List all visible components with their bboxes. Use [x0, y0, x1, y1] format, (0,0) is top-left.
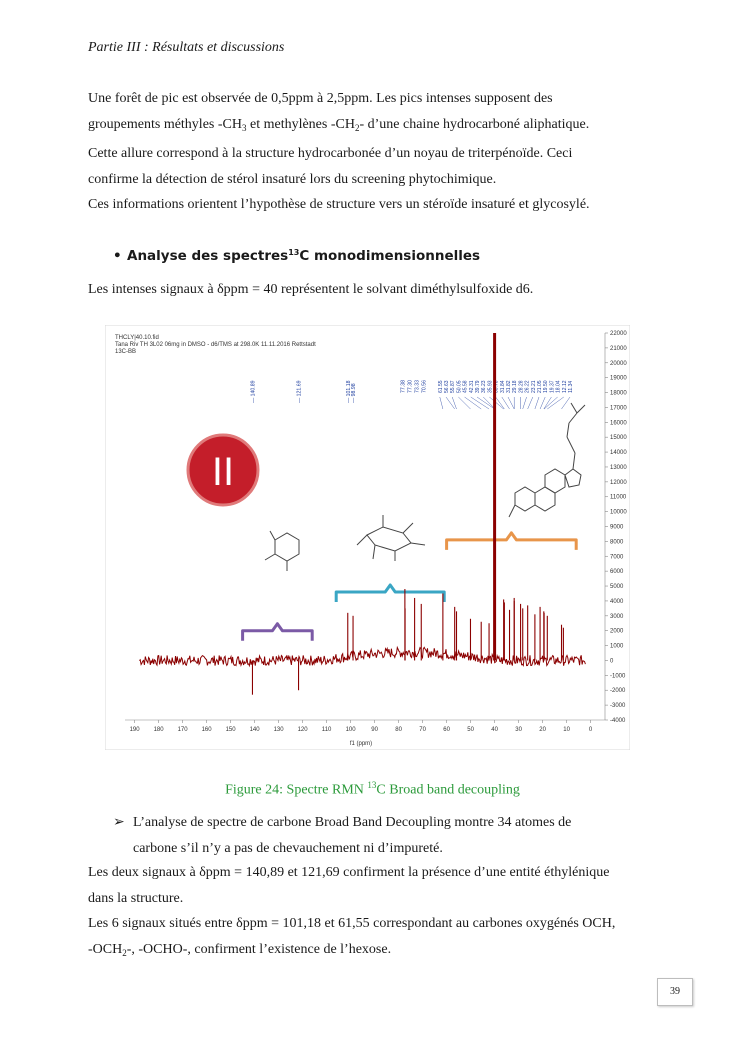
x-tick-label: 90 [371, 727, 378, 733]
paragraph-13c-interpretation [88, 860, 688, 966]
peak-label: 55.87 [450, 380, 457, 393]
y-tick-label: 17000 [610, 405, 627, 412]
y-tick-label: 18000 [610, 390, 627, 397]
x-tick-label: 10 [563, 727, 570, 733]
y-tick-label: 8000 [610, 539, 624, 546]
y-tick-label: 11000 [610, 494, 627, 501]
text-line: L’analyse de spectre de carbone Broad Band Decoupling montre 34 atomes de [133, 815, 572, 830]
x-tick-label: 150 [225, 727, 236, 733]
y-tick-label: 22000 [610, 331, 627, 337]
bullet-icon: • [113, 248, 122, 264]
y-tick-label: 6000 [610, 569, 624, 576]
peak-label: 35.93 [487, 380, 494, 393]
arrow-list-item [113, 810, 633, 861]
peak-label: — 140.89 [250, 380, 257, 403]
peak-label: — 98.98 [351, 383, 358, 403]
y-tick-label: 1000 [610, 643, 624, 650]
text-line: dans la structure. [88, 890, 184, 906]
x-tick-label: 180 [153, 727, 164, 733]
peak-label: 45.58 [462, 380, 469, 393]
peak-label: 77.30 [407, 380, 414, 393]
badge-label: II [211, 450, 235, 494]
y-tick-label: 9000 [610, 524, 624, 531]
peak-label: 11.34 [568, 380, 574, 393]
x-tick-label: 170 [177, 727, 188, 733]
peak-label: 50.05 [456, 380, 463, 393]
peak-label: 19.37 [549, 380, 556, 393]
peak-label: 77.38 [400, 380, 407, 393]
y-tick-label: -2000 [610, 688, 626, 695]
y-tick-label: 20000 [610, 360, 627, 367]
peak-label: 36.23 [481, 380, 488, 393]
y-tick-label: 5000 [610, 584, 624, 591]
peak-label: 31.84 [499, 380, 506, 393]
peak-label: 39.79 [475, 380, 481, 393]
peak-label: 26.22 [524, 380, 531, 393]
y-tick-label: 21000 [610, 345, 627, 352]
y-tick-label: 16000 [610, 420, 627, 427]
x-tick-label: 80 [395, 727, 402, 733]
peak-label: 28.28 [518, 380, 525, 393]
spectrum-header-2: Tana Riv TH 3L02 06mg in DMSO - d6/TMS at 298.0K 11.11.2016 Rettstadt [115, 342, 316, 348]
peak-label: — 121.69 [296, 380, 303, 403]
solvent-sentence: Les intenses signaux à δppm = 40 représentent le solvant diméthylsulfoxide d6. [88, 282, 534, 297]
nmr-spectrum-figure [105, 325, 630, 750]
x-tick-label: 70 [419, 727, 426, 733]
x-tick-label: 40 [491, 727, 498, 733]
x-tick-label: 160 [201, 727, 212, 733]
figure-caption: Figure 24: Spectre RMN $^{13}$C Broad band decoupling [225, 780, 520, 798]
peak-label: 56.63 [444, 380, 450, 393]
y-tick-label: -3000 [610, 703, 626, 710]
y-tick-label: 15000 [610, 435, 627, 442]
y-tick-label: 13000 [610, 464, 627, 471]
peak-label: 19.50 [543, 380, 550, 393]
peak-label: 18.04 [555, 380, 562, 393]
text-line: carbone s’il n’y a pas de chevauchement ni d’impureté. [133, 840, 443, 856]
text-line: Les deux signaux à δppm = 140,89 et 121,69 confirment la présence d’une entité éthylénique [88, 865, 610, 880]
x-tick-label: 120 [297, 727, 308, 733]
text-line: groupements méthyles $-CH_3$ et methylènes $-CH_2-$ d’une chaine hydrocarboné aliphatique. [88, 116, 590, 133]
y-tick-label: 12000 [610, 479, 627, 486]
x-tick-label: 130 [273, 727, 284, 733]
text-line: $-OCH_2-$, -OCHO-, confirment l’existence de l’hexose. [88, 941, 392, 958]
peak-label: 31.82 [506, 380, 512, 393]
running-header: Partie III : Résultats et discussions [88, 40, 285, 55]
peak-label: 29.18 [512, 380, 519, 393]
x-axis-title: f1 (ppm) [349, 741, 373, 747]
y-tick-label: 0 [610, 658, 614, 665]
x-tick-label: 30 [515, 727, 522, 733]
peak-label: 21.05 [537, 380, 543, 393]
roman-numeral-badge [188, 435, 258, 505]
x-tick-label: 50 [467, 727, 474, 733]
y-tick-label: -4000 [610, 718, 626, 724]
y-tick-label: 2000 [610, 628, 624, 635]
peak-label: 12.12 [561, 380, 568, 393]
y-tick-label: -1000 [610, 673, 626, 680]
text-line: Ces informations orientent l’hypothèse de structure vers un stéroïde insaturé et glycosylé. [88, 197, 590, 212]
x-tick-label: 110 [321, 727, 332, 733]
peak-label: 70.56 [421, 380, 428, 393]
nmr-spectrum-chart [105, 325, 630, 750]
x-tick-label: 60 [443, 727, 450, 733]
text-line: Les 6 signaux situés entre δppm = 101,18 et 61,55 correspondant au carbones oxygénés OCH, [88, 916, 616, 931]
page-number: 39 [657, 978, 693, 1006]
y-tick-label: 14000 [610, 450, 627, 457]
x-tick-label: 140 [249, 727, 260, 733]
text-line: confirme la détection de stérol insaturé lors du screening phytochimique. [88, 171, 497, 187]
y-tick-label: 19000 [610, 375, 627, 382]
peak-label: — 101.18 [345, 380, 352, 403]
y-tick-label: 10000 [610, 509, 627, 516]
y-tick-label: 3000 [610, 613, 624, 620]
text-line: Une forêt de pic est observée de 0,5ppm à 2,5ppm. Les pics intenses supposent des [88, 91, 553, 106]
x-tick-label: 190 [129, 727, 140, 733]
section-heading: • Analyse des spectres$^{13}$C monodimensionnelles [113, 248, 481, 264]
peak-label: 61.55 [437, 380, 444, 393]
x-tick-label: 0 [588, 727, 593, 733]
peak-label: 33.78 [493, 380, 500, 393]
spectrum-header-3: 13C-BB [115, 349, 137, 355]
arrow-bullet-icon: ➢ [113, 815, 125, 830]
peak-label: 73.33 [414, 380, 421, 393]
peak-label: 23.21 [530, 380, 537, 393]
y-tick-label: 4000 [610, 598, 624, 605]
y-tick-label: 7000 [610, 554, 624, 561]
x-tick-label: 20 [539, 727, 546, 733]
peak-label: 42.31 [468, 380, 475, 393]
paragraph-1h-analysis [88, 86, 688, 218]
x-tick-label: 100 [345, 727, 356, 733]
text-line: Cette allure correspond à la structure hydrocarbonée d’un noyau de triterpénoïde. Ceci [88, 146, 573, 161]
spectrum-header-1: THCLY|40.10.fid [115, 335, 159, 341]
